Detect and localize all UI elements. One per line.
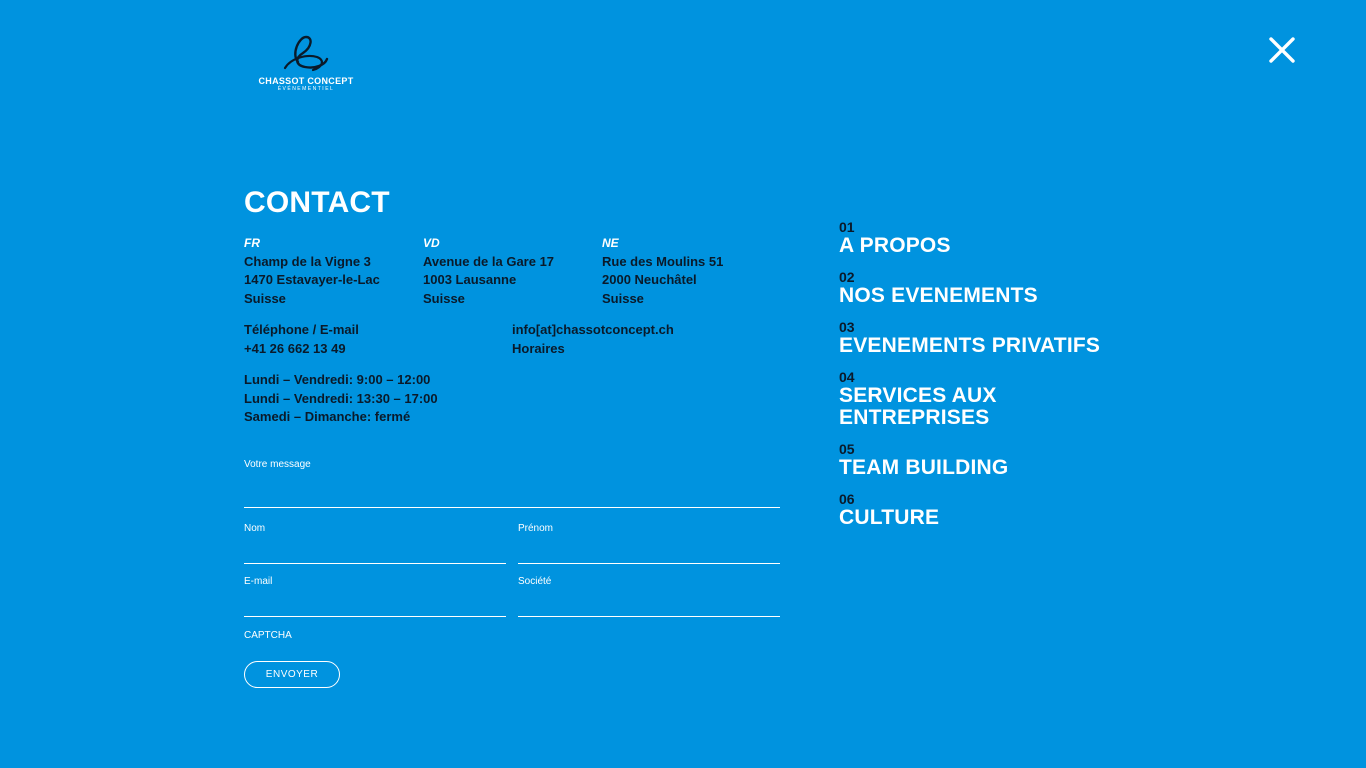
submit-button[interactable]: ENVOYER xyxy=(244,661,340,688)
nav-label: A PROPOS xyxy=(839,234,951,257)
nav-number: 02 xyxy=(839,269,855,285)
nav-number: 05 xyxy=(839,441,855,457)
nav-number: 01 xyxy=(839,219,855,235)
nav-label: EVENEMENTS PRIVATIFS xyxy=(839,334,1101,357)
phone-label: Téléphone / E-mail xyxy=(244,322,359,337)
nav-number: 03 xyxy=(839,319,855,335)
close-icon xyxy=(1268,36,1296,64)
email-label: E-mail xyxy=(244,576,273,587)
hours-label: Horaires xyxy=(512,340,565,356)
brand-logo[interactable] xyxy=(254,34,358,98)
email-input[interactable] xyxy=(244,587,506,617)
hours-line: Lundi – Vendredi: 13:30 – 17:00 xyxy=(244,390,438,406)
phone-block xyxy=(244,321,359,358)
office-city: 1470 Estavayer-le-Lac xyxy=(244,272,380,287)
nom-input[interactable] xyxy=(244,534,506,564)
office-city: 2000 Neuchâtel xyxy=(602,272,697,287)
hours-line: Samedi – Dimanche: fermé xyxy=(244,409,411,424)
email-link[interactable]: info[at]chassotconcept.ch xyxy=(512,322,674,337)
nav-item-services-aux-entreprises[interactable] xyxy=(839,369,1159,429)
office-street: Rue des Moulins 51 xyxy=(602,253,724,269)
email-field xyxy=(244,576,506,617)
nav-item-nos-evenements[interactable] xyxy=(839,269,1159,307)
societe-input[interactable] xyxy=(518,587,780,617)
office-vd xyxy=(423,234,554,308)
message-input[interactable] xyxy=(244,470,780,508)
nav-item-team-building[interactable] xyxy=(839,441,1159,479)
office-code: NE xyxy=(602,236,619,250)
chassot-logo-icon xyxy=(281,34,331,74)
prenom-input[interactable] xyxy=(518,534,780,564)
office-code: VD xyxy=(423,236,440,250)
nav-number: 06 xyxy=(839,491,855,507)
societe-label: Société xyxy=(518,576,552,587)
nav-label: CULTURE xyxy=(839,506,940,529)
hours-line: Lundi – Vendredi: 9:00 – 12:00 xyxy=(244,372,431,387)
opening-hours xyxy=(244,371,438,427)
brand-tagline: ÉVÉNEMENTIEL xyxy=(277,86,335,92)
nav-label: SERVICES AUX ENTREPRISES xyxy=(839,384,997,429)
office-city: 1003 Lausanne xyxy=(423,272,517,287)
nav-label: TEAM BUILDING xyxy=(839,456,1009,479)
nav-number: 04 xyxy=(839,369,855,385)
societe-field xyxy=(518,576,780,617)
captcha-label: CAPTCHA xyxy=(244,630,292,641)
office-country: Suisse xyxy=(602,290,644,306)
office-country: Suisse xyxy=(244,290,286,306)
prenom-label: Prénom xyxy=(518,523,554,534)
message-label: Votre message xyxy=(244,459,311,470)
office-street: Champ de la Vigne 3 xyxy=(244,253,371,269)
nav-item-a-propos[interactable] xyxy=(839,219,1159,257)
message-field xyxy=(244,459,780,508)
office-ne xyxy=(602,234,723,308)
email-block xyxy=(512,321,674,358)
office-fr xyxy=(244,234,380,308)
main-menu xyxy=(839,219,1159,541)
office-country: Suisse xyxy=(423,290,465,306)
brand-name: CHASSOT CONCEPT xyxy=(258,76,354,86)
prenom-field xyxy=(518,523,780,564)
nom-field xyxy=(244,523,506,564)
nav-item-evenements-privatifs[interactable] xyxy=(839,319,1159,357)
office-code: FR xyxy=(244,236,260,250)
close-button[interactable] xyxy=(1268,36,1296,64)
nav-item-culture[interactable] xyxy=(839,491,1159,529)
nom-label: Nom xyxy=(244,523,266,534)
phone-link[interactable]: +41 26 662 13 49 xyxy=(244,340,346,356)
contact-title: CONTACT xyxy=(244,186,390,219)
nav-label: NOS EVENEMENTS xyxy=(839,284,1038,307)
office-street: Avenue de la Gare 17 xyxy=(423,253,555,269)
